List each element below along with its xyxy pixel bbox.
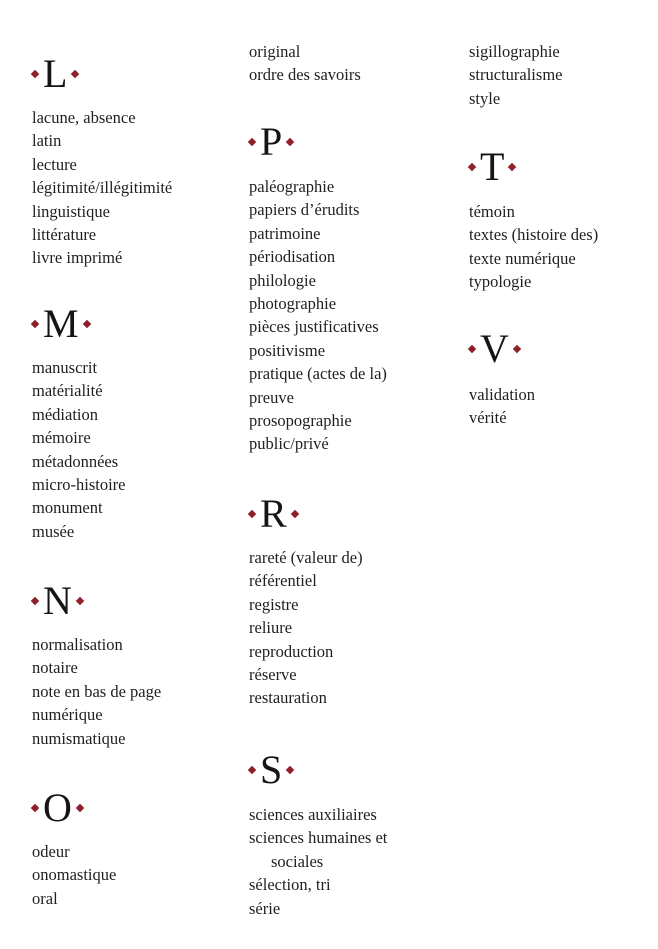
section-v	[469, 327, 535, 430]
letter-heading	[469, 145, 598, 189]
section-letter: P	[260, 119, 283, 164]
section-l	[32, 52, 172, 270]
index-term: pratique (actes de la)	[249, 364, 387, 384]
section-letter: N	[43, 578, 72, 623]
index-term: patrimoine	[249, 223, 321, 243]
section-letter: R	[260, 491, 287, 536]
section-letter: M	[43, 301, 79, 346]
section-n	[32, 579, 161, 750]
index-term: odeur	[32, 842, 70, 861]
index-term: littérature	[32, 225, 97, 245]
term-list	[32, 633, 161, 750]
index-term: paléographie	[249, 177, 335, 196]
section-letter: V	[480, 326, 509, 371]
section-s	[249, 748, 387, 920]
diamond-ornament-icon	[31, 70, 39, 78]
index-term: métadonnées	[32, 451, 119, 471]
index-term: livre imprimé	[32, 248, 123, 268]
index-term: manuscrit	[32, 358, 98, 377]
letter-heading	[32, 579, 161, 623]
term-list	[469, 383, 535, 430]
diamond-ornament-icon	[31, 804, 39, 812]
index-term: lacune, absence	[32, 108, 136, 127]
index-term: note en bas de page	[32, 681, 162, 701]
index-term: original	[249, 42, 301, 61]
index-term: sélection, tri	[249, 875, 331, 895]
section-t	[469, 145, 598, 294]
term-list	[32, 106, 172, 270]
section-letter: T	[480, 144, 505, 189]
index-term: médiation	[32, 404, 98, 424]
diamond-ornament-icon	[286, 766, 294, 774]
index-term: micro-histoire	[32, 475, 126, 495]
index-term: vérité	[469, 408, 507, 428]
diamond-ornament-icon	[71, 70, 79, 78]
diamond-ornament-icon	[286, 138, 294, 146]
continued-term-list	[469, 40, 562, 110]
index-term: musée	[32, 521, 75, 541]
index-term: série	[249, 898, 281, 918]
section-r	[249, 492, 363, 710]
index-term: sigillographie	[469, 42, 560, 61]
index-term: typologie	[469, 272, 532, 292]
index-term: philologie	[249, 270, 316, 290]
index-term: réserve	[249, 665, 297, 685]
index-term: pièces justificatives	[249, 317, 379, 337]
index-term: validation	[469, 385, 535, 404]
section-letter: L	[43, 51, 68, 96]
diamond-ornament-icon	[248, 138, 256, 146]
index-term: public/privé	[249, 434, 329, 454]
diamond-ornament-icon	[290, 510, 298, 518]
index-term: reliure	[249, 618, 293, 638]
index-term: mémoire	[32, 428, 91, 448]
term-list	[32, 356, 125, 543]
term-list	[32, 840, 116, 910]
index-term: normalisation	[32, 635, 123, 654]
diamond-ornament-icon	[513, 345, 521, 353]
section-p	[249, 120, 387, 456]
index-term: texte numérique	[469, 248, 576, 268]
index-term: numérique	[32, 705, 103, 725]
section-o	[32, 786, 116, 910]
index-term: sciences auxiliaires	[249, 805, 377, 824]
letter-heading	[249, 492, 363, 536]
diamond-ornament-icon	[248, 510, 256, 518]
index-term: légitimité/illégitimité	[32, 178, 173, 198]
index-term: notaire	[32, 658, 78, 678]
index-term: ordre des savoirs	[249, 65, 361, 85]
index-term-continuation: sociales	[271, 851, 324, 871]
continued-term-list	[249, 40, 361, 87]
diamond-ornament-icon	[468, 163, 476, 171]
diamond-ornament-icon	[76, 597, 84, 605]
letter-heading	[469, 327, 535, 371]
diamond-ornament-icon	[248, 766, 256, 774]
letter-heading	[249, 120, 387, 164]
diamond-ornament-icon	[31, 320, 39, 328]
diamond-ornament-icon	[76, 804, 84, 812]
index-term: rareté (valeur de)	[249, 548, 363, 567]
letter-heading	[249, 748, 387, 792]
index-term: latin	[32, 131, 62, 151]
term-list	[249, 803, 387, 920]
index-term: oral	[32, 888, 58, 908]
index-term: preuve	[249, 387, 294, 407]
index-term: linguistique	[32, 201, 110, 221]
index-term: numismatique	[32, 728, 126, 748]
index-term: structuralisme	[469, 65, 563, 85]
index-term: monument	[32, 498, 103, 518]
term-list	[469, 200, 598, 294]
index-term: témoin	[469, 202, 515, 221]
index-term: sciences humaines et	[249, 828, 388, 848]
index-term: positivisme	[249, 340, 326, 360]
index-term: style	[469, 88, 501, 108]
section-letter: S	[260, 747, 283, 792]
index-term: référentiel	[249, 571, 317, 591]
section-letter: O	[43, 785, 72, 830]
index-term: matérialité	[32, 381, 103, 401]
index-term: registre	[249, 594, 299, 614]
index-term: photographie	[249, 294, 337, 314]
letter-heading	[32, 786, 116, 830]
diamond-ornament-icon	[468, 345, 476, 353]
diamond-ornament-icon	[508, 163, 516, 171]
index-term: lecture	[32, 154, 77, 174]
letter-heading	[32, 52, 172, 96]
index-term: textes (histoire des)	[469, 225, 599, 245]
section-m	[32, 302, 125, 543]
index-term: prosopographie	[249, 411, 352, 431]
diamond-ornament-icon	[82, 320, 90, 328]
diamond-ornament-icon	[31, 597, 39, 605]
index-term: reproduction	[249, 641, 334, 661]
index-term: périodisation	[249, 247, 336, 267]
letter-heading	[32, 302, 125, 346]
index-term: onomastique	[32, 865, 117, 885]
term-list	[249, 546, 363, 710]
index-term: papiers d’érudits	[249, 200, 360, 220]
index-term: restauration	[249, 688, 327, 708]
term-list	[249, 175, 387, 456]
